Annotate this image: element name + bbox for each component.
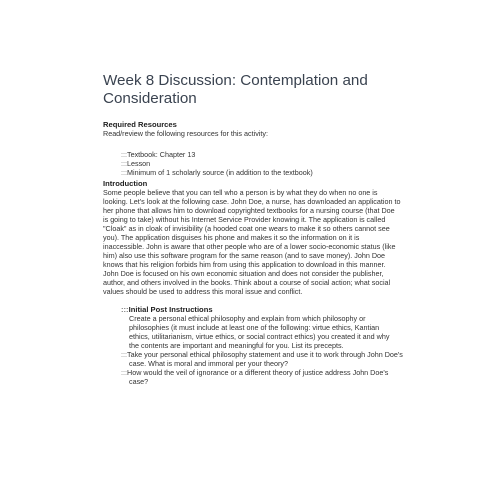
bullet-icon: ::: (121, 350, 127, 359)
list-item (121, 368, 409, 386)
bullet-icon: ::: (121, 368, 127, 377)
instruction-create-philosophy: Create a personal ethical philosophy and explain from which philosophy or philosophies (it must include at least one of the following: virtue ethics, Kantian ethics, utilitarianism, virtue ethics, or social contract ethics) you created it and why the contents are important and meaningful for you. List its precepts. (129, 314, 390, 350)
resources-list (121, 150, 403, 177)
initial-post-heading-text: Initial Post Instructions (128, 305, 213, 314)
initial-post-heading (121, 305, 403, 314)
list-item (121, 159, 403, 168)
initial-post-section (121, 305, 403, 386)
instruction-text: How would the veil of ignorance or a different theory of justice address John Doe's case? (127, 368, 389, 386)
resource-text: Minimum of 1 scholarly source (in addition to the textbook) (127, 168, 313, 177)
introduction-heading: Introduction (103, 179, 148, 188)
introduction-section (103, 179, 403, 296)
required-resources-heading: Required Resources (103, 120, 177, 129)
bullet-icon: ::: (121, 150, 127, 159)
resource-text: Lesson (127, 159, 151, 168)
bullet-icon: ::: (121, 305, 129, 314)
list-item (121, 168, 403, 177)
resource-text: Textbook: Chapter 13 (127, 150, 196, 159)
required-resources-lead: Read/review the following resources for this activity: (103, 129, 268, 138)
page-title: Week 8 Discussion: Contemplation and Consideration (103, 72, 368, 107)
required-resources-section (103, 120, 403, 177)
introduction-body: Some people believe that you can tell who a person is by what they do when no one is looking. Let's look at the following case. John Doe, a nurse, has downloaded an application to her phone that allows him to download copyrighted textbooks for a nursing course (that Doe is going to take) without his Internet Service Provider knowing it. The application is called "Cloak" as in cloak of invisibility (a hooded coat one wears to make it so others cannot see you). The application disguises his phone and makes it so the information on it is inaccessible. John is aware that other people who are of a lower socio-economic status (like him) also use this software program for the same reason (and to save money). John Doe knows that his religion forbids him from using this application to download in this manner. John Doe is focused on his own economic situation and does not consider the publisher, author, and others involved in the books. Think about a course of social action; what social values should be used to address this moral issue and conflict. (103, 188, 401, 296)
document-page (103, 72, 403, 386)
bullet-icon: ::: (121, 159, 127, 168)
instruction-text: Take your personal ethical philosophy statement and use it to work through John Doe's case. What is moral and immoral per your theory? (127, 350, 403, 368)
list-item (121, 150, 403, 159)
bullet-icon: ::: (121, 168, 127, 177)
list-item (121, 350, 409, 368)
